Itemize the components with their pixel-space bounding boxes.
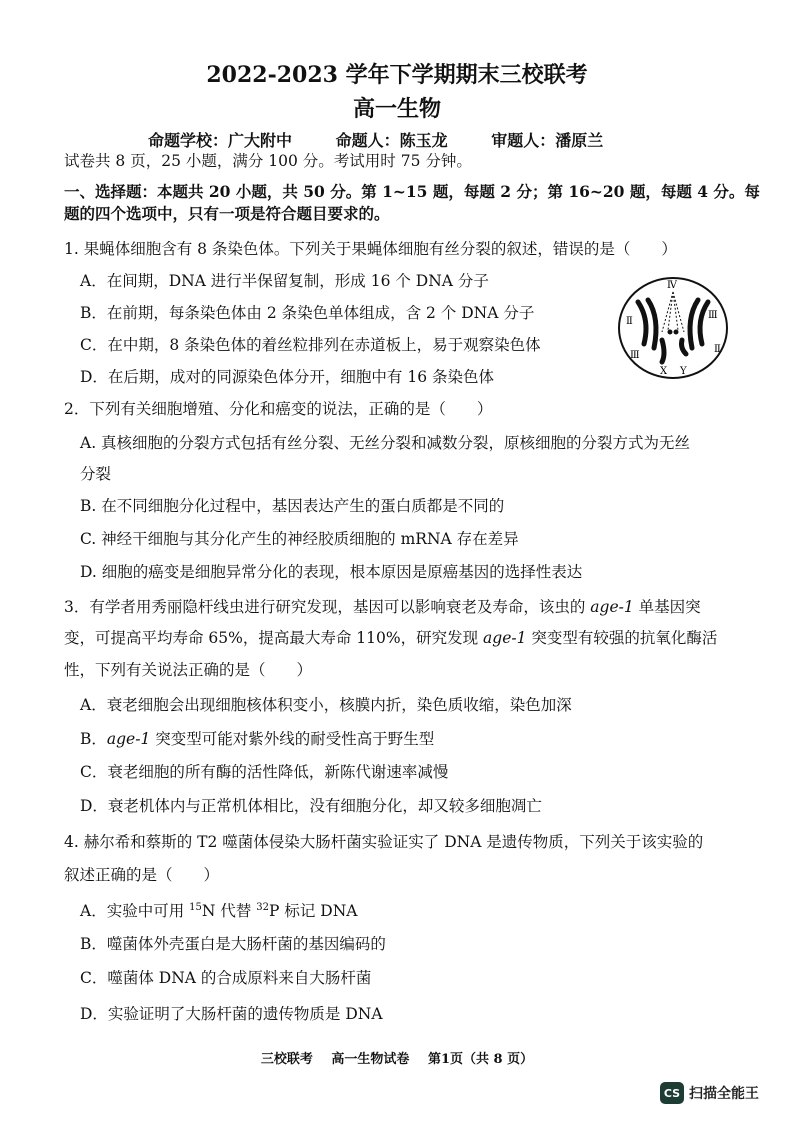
camscanner-icon: CS [660, 1082, 684, 1104]
q4-stem-line1: 4. 赫尔希和蔡斯的 T2 噬菌体侵染大肠杆菌实验证实了 DNA 是遗传物质，下列关于该实验的 [64, 833, 704, 851]
q3-option-c: C．衰老细胞的所有酶的活性降低，新陈代谢速率减慢 [80, 763, 449, 781]
school: 命题学校：广大附中 [148, 131, 293, 150]
q4-option-c: C．噬菌体 DNA 的合成原料来自大肠杆菌 [80, 969, 372, 987]
q3-option-b: B．age-1 突变型可能对紫外线的耐受性高于野生型 [80, 730, 435, 748]
label-top: Ⅳ [667, 280, 677, 291]
gene-name: age-1 [106, 730, 151, 748]
q2-option-a-line1: A. 真核细胞的分裂方式包括有丝分裂、无丝分裂和减数分裂，原核细胞的分裂方式为无丝 [80, 434, 691, 452]
q4-option-b: B．噬菌体外壳蛋白是大肠杆菌的基因编码的 [80, 935, 386, 953]
label-y: Y [680, 366, 687, 377]
section-instruction-2: 题的四个选项中，只有一项是符合题目要求的。 [64, 204, 390, 223]
q2-stem: 2．下列有关细胞增殖、分化和癌变的说法，正确的是（ ） [64, 400, 493, 418]
q3-option-a: A．衰老细胞会出现细胞核体积变小，核膜内折，染色质收缩，染色加深 [80, 696, 572, 714]
q3-stem-line2: 变，可提高平均寿命 65%，提高最大寿命 110%，研究发现 age-1 突变型有较强的抗氧化酶活 [64, 629, 718, 647]
q2-option-d: D. 细胞的癌变是细胞异常分化的表现，根本原因是原癌基因的选择性表达 [80, 563, 583, 581]
label-right-upper: Ⅲ [708, 310, 718, 321]
reviewer: 审题人：潘原兰 [491, 131, 604, 150]
page-footer [0, 1048, 794, 1067]
q4-stem-line2: 叙述正确的是（ ） [64, 866, 220, 884]
author: 命题人：陈玉龙 [335, 131, 448, 150]
q2-option-a-line2: 分裂 [80, 465, 112, 483]
scanner-label: 扫描全能王 [689, 1086, 759, 1102]
q2-option-c: C. 神经干细胞与其分化产生的神经胶质细胞的 mRNA 存在差异 [80, 530, 519, 548]
footer-page: 第1页（共 8 页） [427, 1052, 534, 1067]
q1-stem: 1. 果蝇体细胞含有 8 条染色体。下列关于果蝇体细胞有丝分裂的叙述，错误的是（ ） [64, 240, 677, 258]
footer-exam: 三校联考 [260, 1052, 313, 1067]
footer-paper: 高一生物试卷 [331, 1052, 410, 1067]
q3-stem-line1: 3．有学者用秀丽隐杆线虫进行研究发现，基因可以影响衰老及寿命，该虫的 age-1 单基因突 [64, 598, 701, 616]
q3-stem-line3: 性，下列有关说法正确的是（ ） [64, 661, 313, 679]
label-left-upper: Ⅱ [626, 316, 633, 327]
q2-option-b: B. 在不同细胞分化过程中，基因表达产生的蛋白质都是不同的 [80, 497, 505, 515]
scanner-watermark [660, 1082, 759, 1104]
label-right-lower: Ⅱ [714, 344, 721, 355]
subject-title: 高一生物 [352, 96, 441, 122]
q1-option-d: D．在后期，成对的同源染色体分开，细胞中有 16 条染色体 [80, 368, 495, 386]
exam-info: 试卷共 8 页，25 小题，满分 100 分。考试用时 75 分钟。 [64, 152, 472, 170]
gene-name: age-1 [483, 629, 527, 647]
q4-option-d: D．实验证明了大肠杆菌的遗传物质是 DNA [80, 1005, 383, 1023]
q1-option-c: C．在中期，8 条染色体的着丝粒排列在赤道板上，易于观察染色体 [80, 336, 541, 354]
cell-division-figure [616, 274, 730, 382]
label-x: X [660, 366, 668, 377]
exam-title: 2022-2023 学年下学期期末三校联考 [206, 62, 588, 88]
q1-option-a: A．在间期，DNA 进行半保留复制，形成 16 个 DNA 分子 [80, 272, 489, 290]
section-instruction-1: 一、选择题：本题共 20 小题，共 50 分。第 1~15 题，每题 2 分；第 16~20 题，每题 4 分。每 [64, 182, 760, 201]
q1-option-b: B．在前期，每条染色体由 2 条染色单体组成，含 2 个 DNA 分子 [80, 304, 535, 322]
q4-option-a: A．实验中可用 $^{15}$N 代替 $^{32}$P 标记 DNA [80, 902, 358, 920]
q3-option-d: D．衰老机体内与正常机体相比，没有细胞分化，却又较多细胞凋亡 [80, 797, 542, 815]
gene-name: age-1 [590, 598, 634, 616]
label-left-lower: Ⅲ [630, 350, 640, 361]
exam-meta [148, 128, 641, 151]
